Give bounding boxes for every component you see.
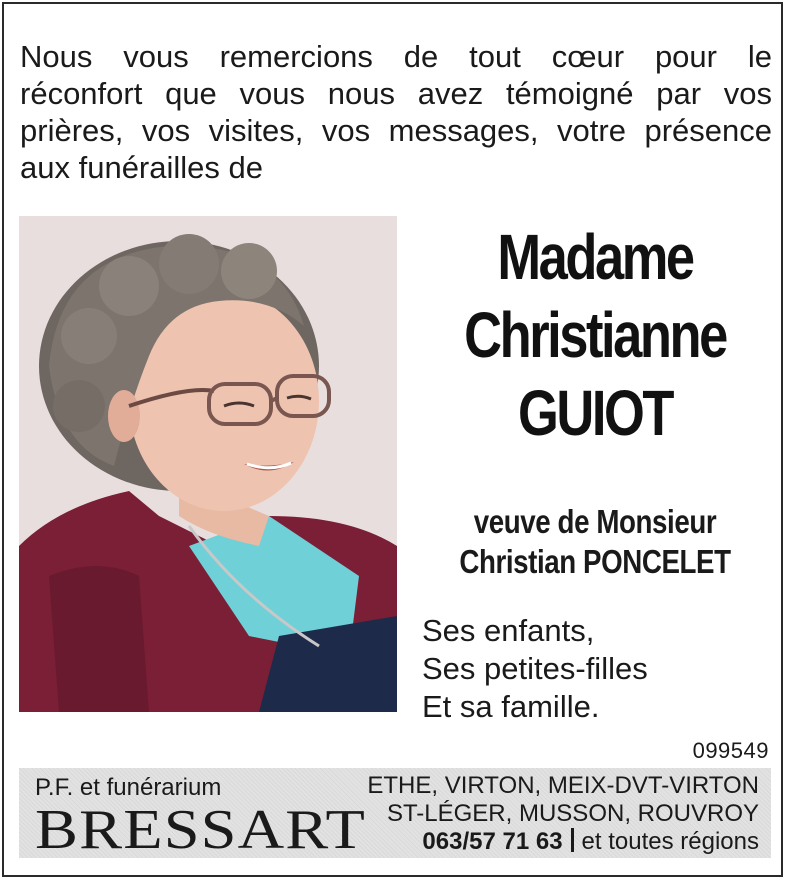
phone-number: 063/57 71 63 (422, 828, 563, 855)
thank-you-text (20, 38, 772, 186)
spouse-mention (405, 502, 785, 582)
thank-you-line: prières, vos visites, vos messages, votre présence (20, 113, 772, 148)
regions-text: et toutes régions (581, 828, 759, 855)
spouse-line: Christian PONCELET (459, 543, 731, 580)
funeral-home-logo: BRESSART (35, 799, 367, 861)
first-name: Christianne (464, 299, 726, 371)
funeral-home-subtitle: P.F. et funérarium (35, 774, 222, 801)
funeral-home-banner (19, 768, 771, 861)
reference-number: 099549 (692, 738, 769, 763)
family-line: Ses enfants, (422, 613, 595, 648)
thank-you-line: Nous vous remercions de tout cœur pour le (20, 39, 772, 74)
spouse-line: veuve de Monsieur (473, 503, 717, 540)
last-name: GUIOT (518, 377, 672, 449)
family-line: Et sa famille. (422, 689, 600, 724)
family-list (422, 612, 762, 726)
family-line: Ses petites-filles (422, 651, 648, 686)
funeral-home-locations (367, 772, 759, 828)
deceased-name (405, 218, 785, 452)
portrait-illustration (19, 216, 397, 712)
location-line: ETHE, VIRTON, MEIX-DVT-VIRTON (367, 772, 759, 799)
thank-you-line: réconfort que vous nous avez témoigné par vos (20, 76, 772, 111)
separator-bar (571, 828, 574, 852)
location-line: ST-LÉGER, MUSSON, ROUVROY (386, 800, 759, 827)
portrait-photo (19, 216, 397, 712)
funeral-home-contact (422, 828, 759, 856)
thank-you-line: aux funérailles de (20, 150, 263, 185)
name-title: Madame (497, 221, 693, 293)
